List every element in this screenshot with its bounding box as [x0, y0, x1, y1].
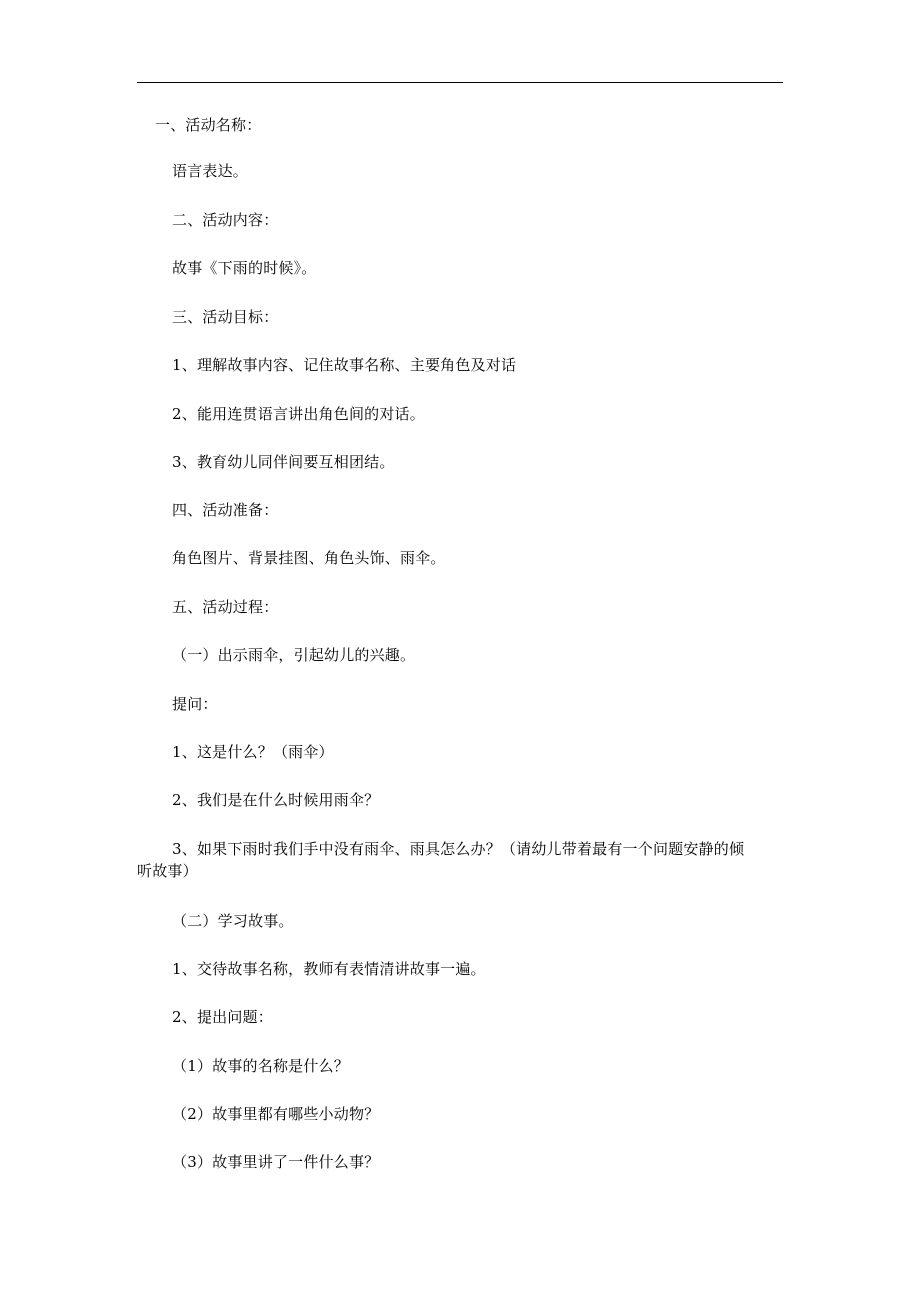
question-item: 2、我们是在什么时候用雨伞？: [172, 791, 380, 809]
section-heading-activity-goals: 三、活动目标：: [172, 308, 279, 326]
activity-content-text: 故事《下雨的时候》。: [172, 259, 317, 277]
activity-name-text: 语言表达。: [172, 162, 249, 180]
sub-question-item: （1）故事的名称是什么？: [172, 1057, 349, 1075]
question-item-line-2: 听故事）: [137, 862, 198, 880]
goal-item: 2、能用连贯语言讲出角色间的对话。: [172, 405, 425, 423]
section-heading-activity-process: 五、活动过程：: [172, 598, 279, 616]
sub-question-item: （3）故事里讲了一件什么事？: [172, 1153, 380, 1171]
question-item-line-1: 3、如果下雨时我们手中没有雨伞、雨具怎么办？（请幼儿带着最有一个问题安静的倾: [172, 840, 745, 858]
section-heading-activity-preparation: 四、活动准备：: [172, 501, 279, 519]
process-step-heading: （一）出示雨伞，引起幼儿的兴趣。: [172, 646, 416, 664]
learn-item: 2、提出问题：: [172, 1008, 273, 1026]
ask-label: 提问：: [172, 695, 218, 713]
preparation-text: 角色图片、背景挂图、角色头饰、雨伞。: [172, 549, 446, 567]
process-step-heading: （二）学习故事。: [172, 912, 294, 930]
question-item: 1、这是什么？（雨伞）: [172, 743, 334, 761]
learn-item: 1、交待故事名称，教师有表情清讲故事一遍。: [172, 960, 486, 978]
goal-item: 1、理解故事内容、记住故事名称、主要角色及对话: [172, 356, 517, 374]
sub-question-item: （2）故事里都有哪些小动物？: [172, 1105, 380, 1123]
section-heading-activity-name: 一、活动名称：: [155, 116, 262, 134]
goal-item: 3、教育幼儿同伴间要互相团结。: [172, 453, 395, 471]
section-heading-activity-content: 二、活动内容：: [172, 211, 279, 229]
